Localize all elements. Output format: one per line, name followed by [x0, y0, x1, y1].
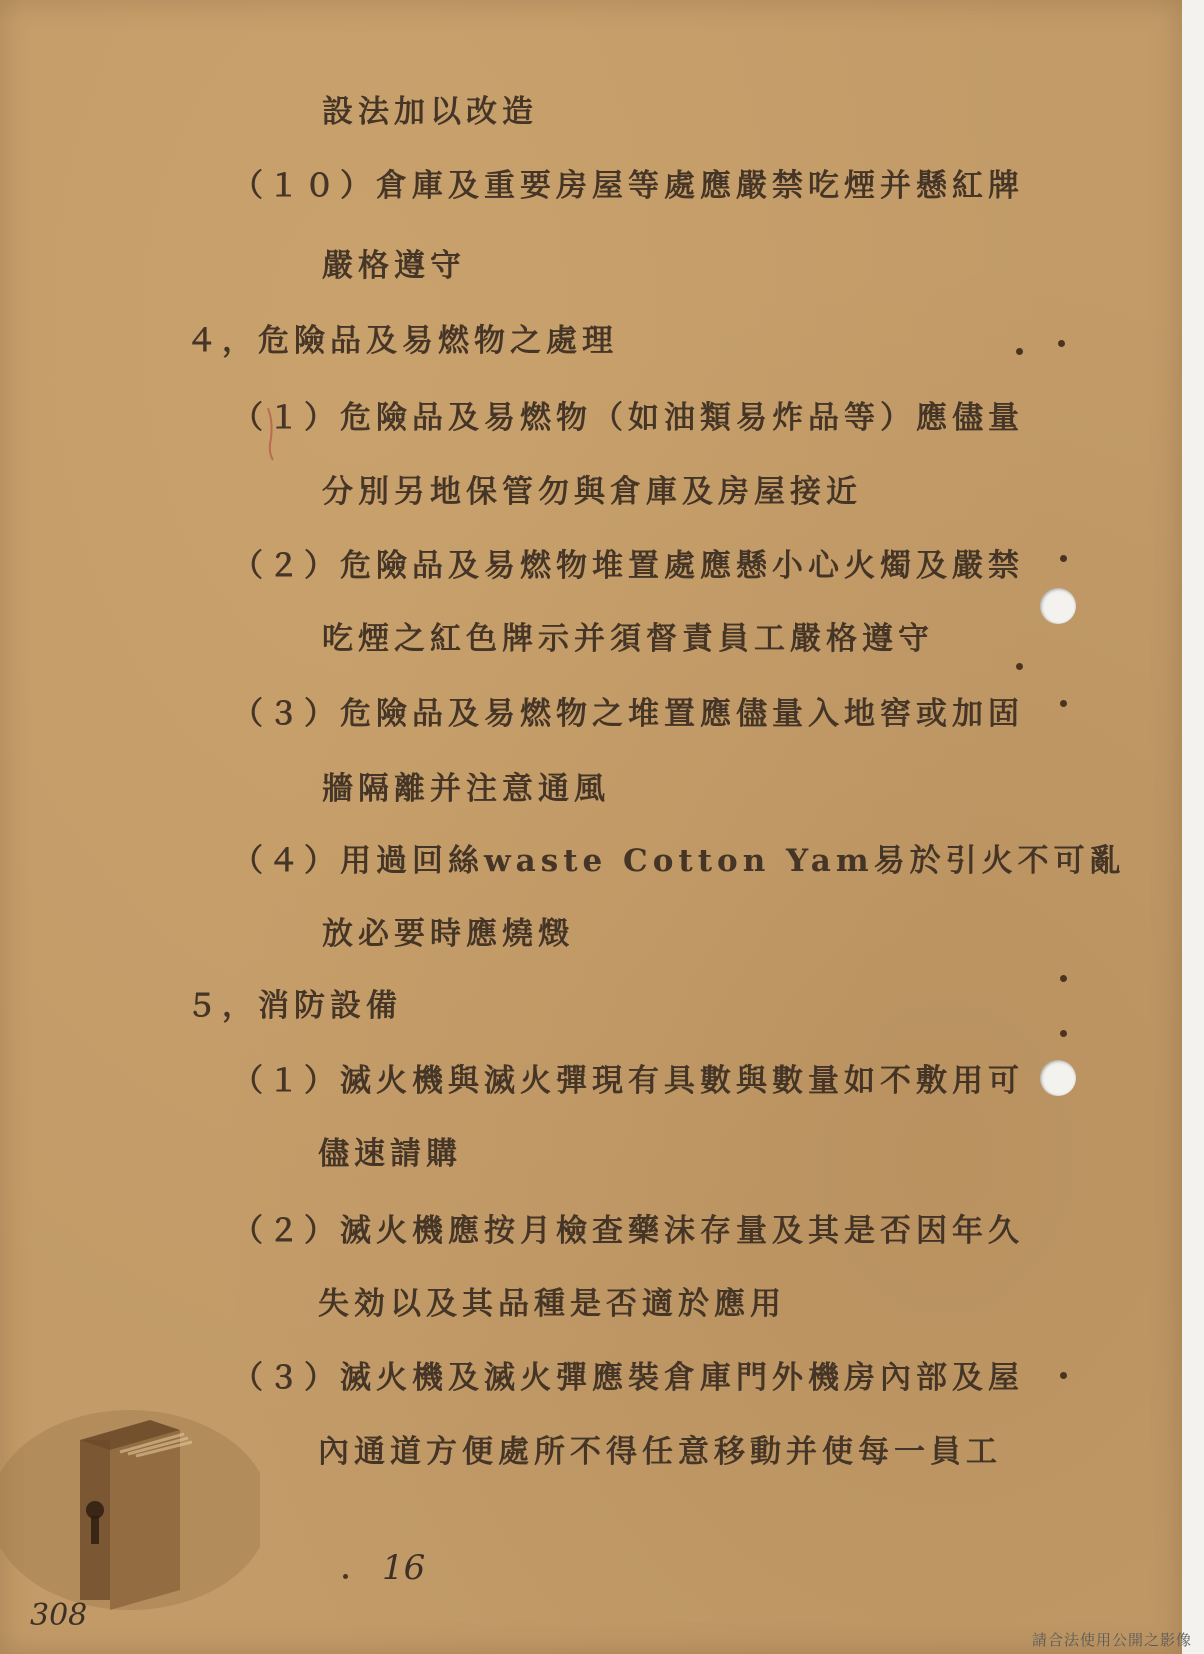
- text-line-16: （２）滅火機應按月檢查藥沫存量及其是否因年久: [232, 1213, 1024, 1249]
- text-line-1: 設法加以改造: [322, 94, 538, 130]
- text-line-11: （４）用過回絲waste Cotton Yam易於引火不可亂: [232, 843, 1126, 879]
- section-heading-5: ５，消防設備: [186, 988, 402, 1024]
- text-line-10: 牆隔離并注意通風: [322, 771, 610, 807]
- text-line-18: （３）滅火機及滅火彈應裝倉庫門外機房內部及屋: [232, 1360, 1024, 1396]
- margin-speck: [1016, 348, 1023, 355]
- text-line-6: 分別另地保管勿與倉庫及房屋接近: [322, 474, 862, 510]
- margin-speck: [1060, 975, 1067, 982]
- margin-speck: [1016, 663, 1023, 670]
- text-line-3: 嚴格遵守: [322, 248, 466, 284]
- footer-watermark: 請合法使用公開之影像: [1031, 1631, 1192, 1649]
- text-line-5: （１）危險品及易燃物（如油類易炸品等）應儘量: [232, 400, 1024, 436]
- margin-speck: [1060, 1372, 1067, 1379]
- punch-hole-top: [1040, 588, 1076, 624]
- text-line-12: 放必要時應燒燬: [322, 916, 574, 952]
- text-line-14: （１）滅火機與滅火彈現有具數與數量如不敷用可: [232, 1063, 1024, 1099]
- margin-speck: [1058, 340, 1065, 347]
- margin-speck: [1060, 700, 1067, 707]
- text-line-19: 內通道方便處所不得任意移動并使每一員工: [318, 1434, 1002, 1470]
- handwritten-page-number: 16: [382, 1548, 426, 1588]
- margin-speck: [1060, 1030, 1067, 1037]
- text-line-8: 吃煙之紅色牌示并須督責員工嚴格遵守: [322, 621, 934, 657]
- text-line-2: （１０）倉庫及重要房屋等處應嚴禁吃煙并懸紅牌: [232, 168, 1024, 204]
- section-heading-4: ４，危險品及易燃物之處理: [186, 323, 618, 359]
- text-line-15: 儘速請購: [318, 1136, 462, 1172]
- handwritten-margin-number: 308: [30, 1598, 88, 1633]
- text-line-9: （３）危險品及易燃物之堆置應儘量入地窖或加固: [232, 696, 1024, 732]
- punch-hole-bottom: [1040, 1060, 1076, 1096]
- text-line-17: 失効以及其品種是否適於應用: [318, 1286, 786, 1322]
- text-line-7: （２）危險品及易燃物堆置處應懸小心火燭及嚴禁: [232, 548, 1024, 584]
- ink-dot: [343, 1574, 348, 1579]
- margin-speck: [1060, 555, 1067, 562]
- red-pencil-mark: [264, 404, 282, 464]
